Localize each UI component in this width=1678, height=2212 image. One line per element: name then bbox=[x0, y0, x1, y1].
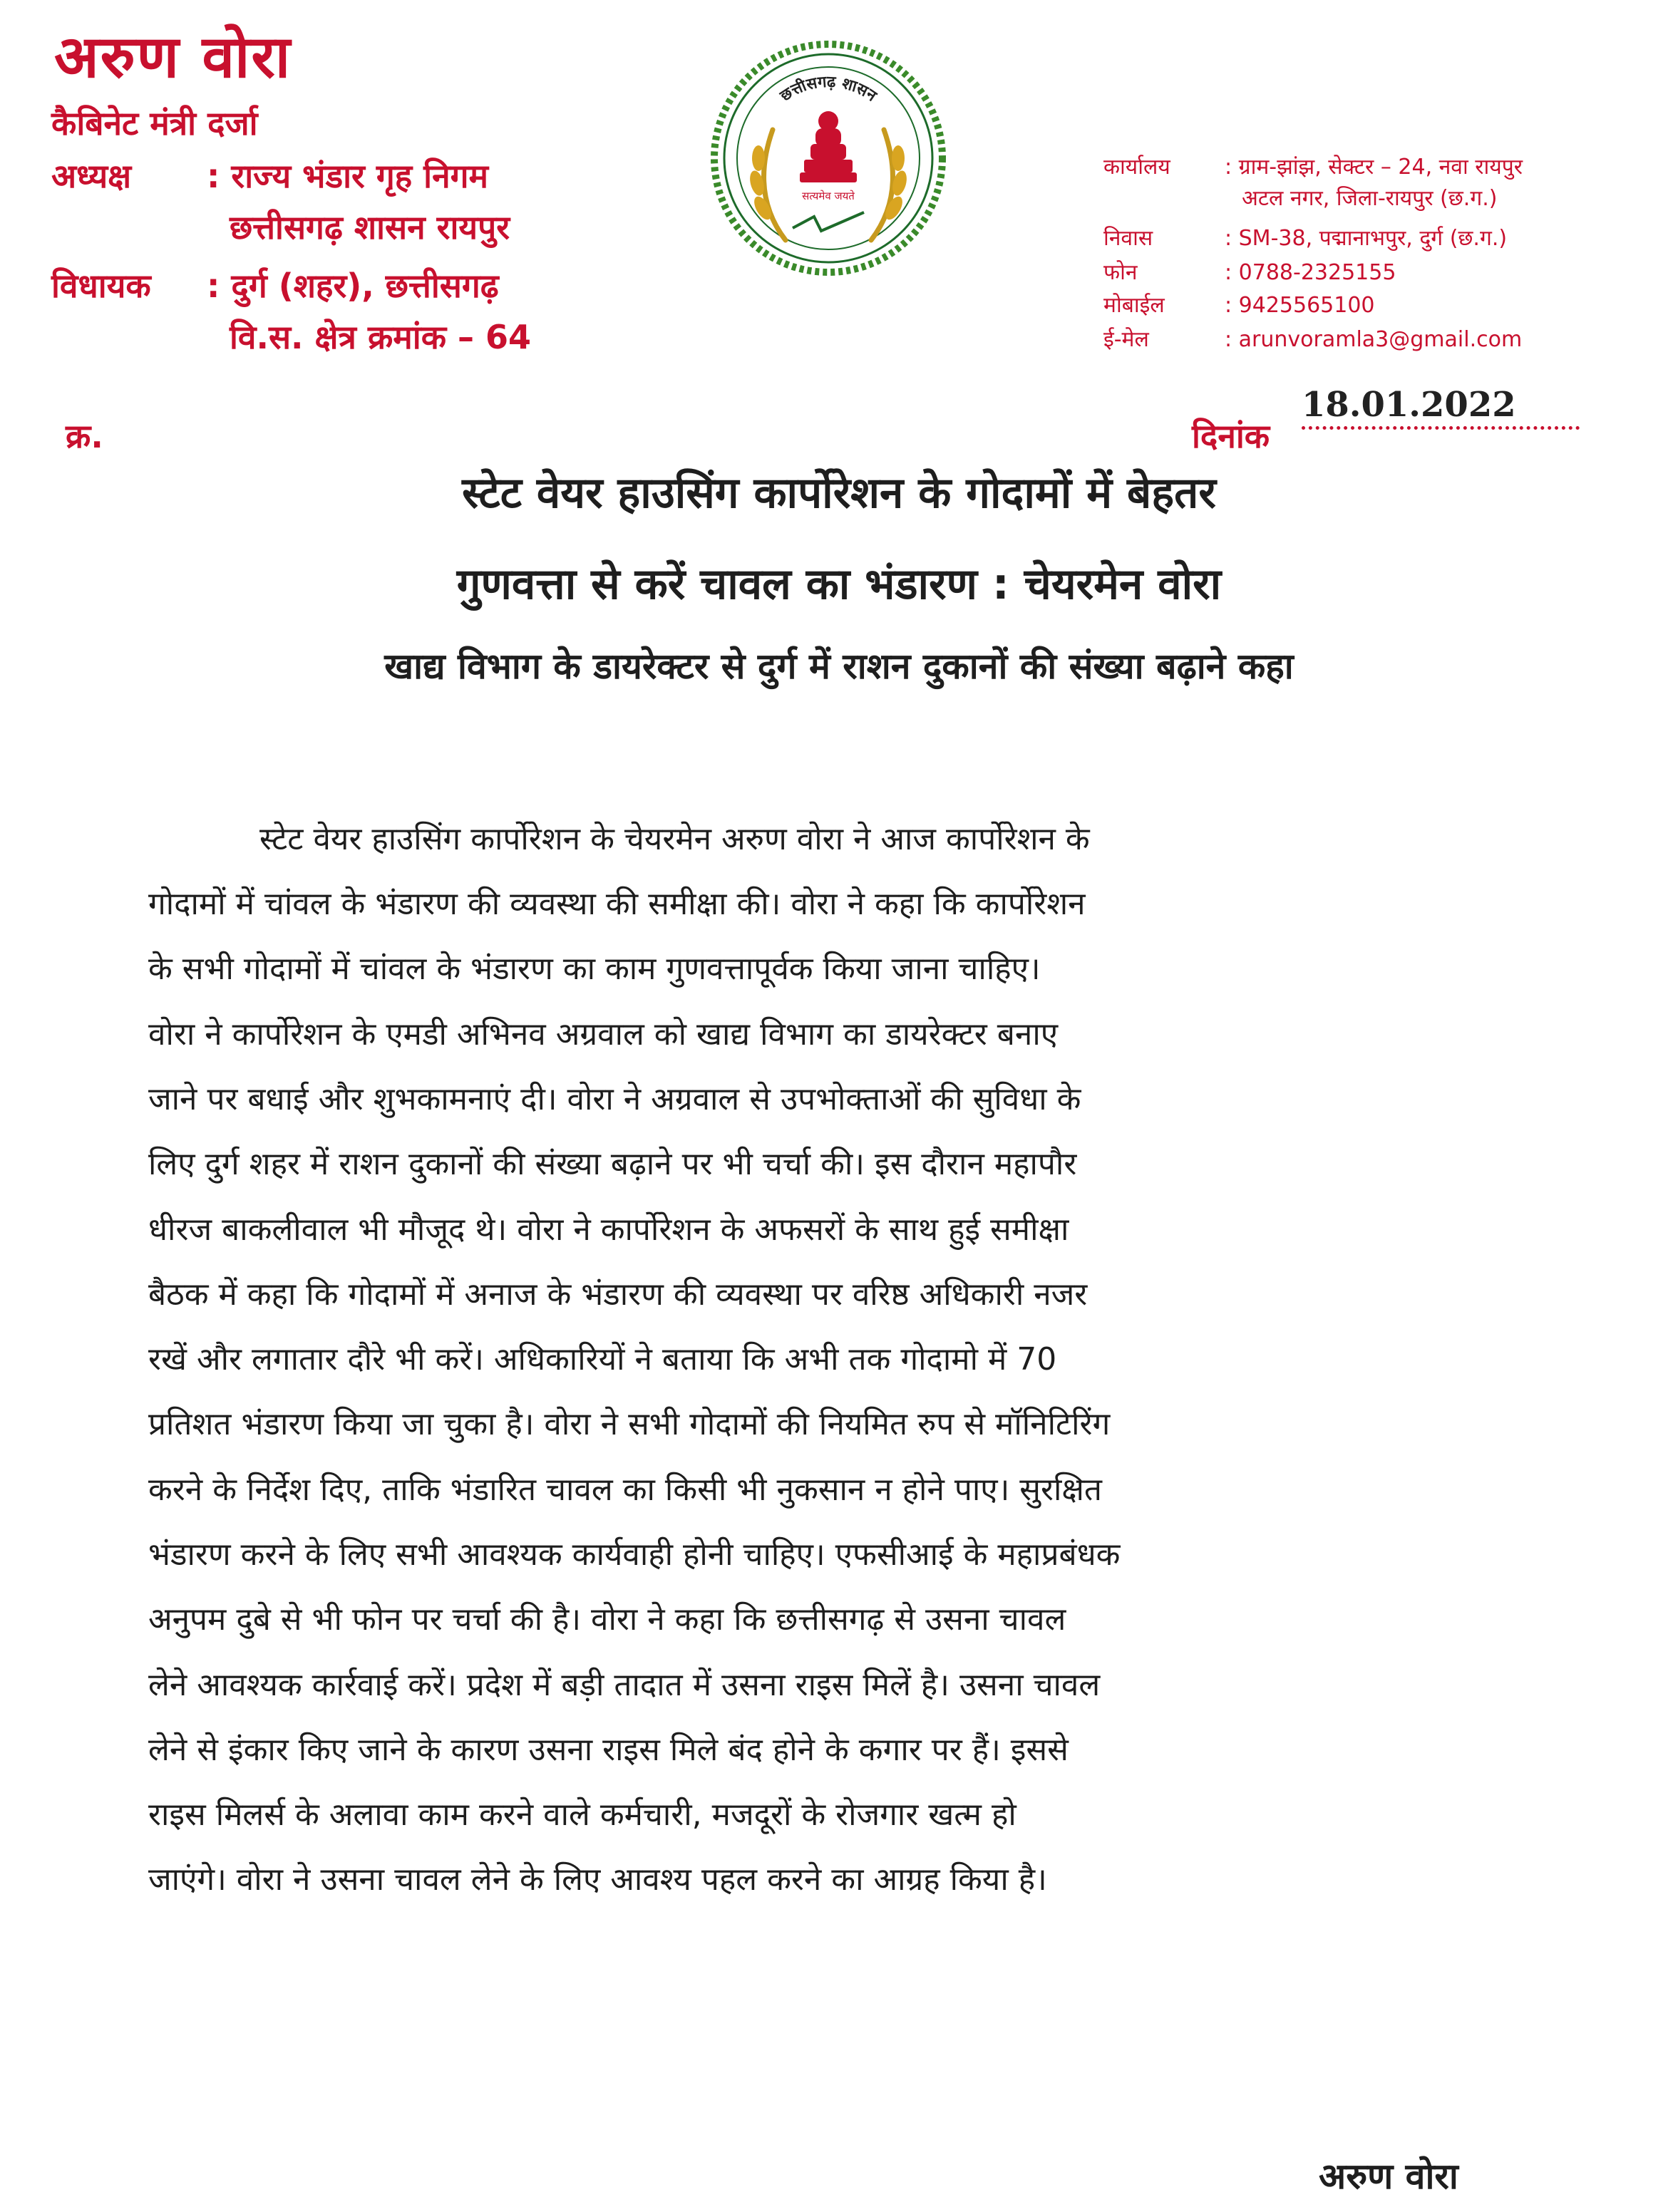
letterhead-name: अरुण वोरा bbox=[54, 24, 292, 91]
contact-mobile-value: : 9425565100 bbox=[1225, 293, 1375, 318]
date-block bbox=[1192, 385, 1591, 455]
date-value: 18.01.2022 bbox=[1302, 385, 1516, 425]
contact-phone-value: : 0788-2325155 bbox=[1225, 260, 1396, 285]
contact-mobile-label: मोबाईल bbox=[1103, 293, 1165, 318]
body-line: स्टेट वेयर हाउसिंग कार्पोरेशन के चेयरमेन अरुण वोरा ने आज कार्पोरेशन के bbox=[259, 821, 1090, 857]
body-line: राइस मिलर्स के अलावा काम करने वाले कर्मचारी, मजदूरों के रोजगार खत्म हो bbox=[148, 1797, 1016, 1833]
body-line: प्रतिशत भंडारण किया जा चुका है। वोरा ने सभी गोदामों की नियमित रुप से मॉनिटिरिंग bbox=[148, 1406, 1111, 1442]
seal-icon bbox=[707, 37, 949, 279]
president-value-2: छत्तीसगढ़ शासन रायपुर bbox=[230, 208, 510, 247]
headline-subline: खाद्य विभाग के डायरेक्टर से दुर्ग में राशन दुकानों की संख्या बढ़ाने कहा bbox=[384, 646, 1294, 687]
body-line: लेने आवश्यक कार्रवाई करें। प्रदेश में बड़ी तादात में उसना राइस मिलें है। उसना चावल bbox=[148, 1667, 1101, 1703]
contact-residence-value: : SM-38, पद्मानाभपुर, दुर्ग (छ.ग.) bbox=[1225, 226, 1508, 251]
body-line: लिए दुर्ग शहर में राशन दुकानों की संख्या बढ़ाने पर भी चर्चा की। इस दौरान महापौर bbox=[148, 1146, 1077, 1182]
president-value-1: : राज्य भंडार गृह निगम bbox=[207, 157, 489, 195]
contact-office-value: : ग्राम-झांझ, सेक्टर – 24, नवा रायपुर bbox=[1225, 155, 1523, 180]
body-line: करने के निर्देश दिए, ताकि भंडारित चावल का किसी भी नुकसान न होने पाए। सुरक्षित bbox=[148, 1472, 1102, 1508]
headline-line-2: गुणवत्ता से करें चावल का भंडारण : चेयरमेन वोरा bbox=[456, 559, 1222, 609]
government-seal bbox=[707, 37, 949, 279]
contact-email-label: ई-मेल bbox=[1103, 327, 1149, 352]
seal-top-text: छत्तीसगढ़ शासन bbox=[777, 73, 880, 105]
body-line: लेने से इंकार किए जाने के कारण उसना राइस मिले बंद होने के कगार पर हैं। इससे bbox=[148, 1732, 1069, 1768]
svg-text:छत्तीसगढ़ शासन bbox=[776, 73, 880, 105]
body-line: वोरा ने कार्पोरेशन के एमडी अभिनव अग्रवाल को खाद्य विभाग का डायरेक्टर बनाए bbox=[148, 1016, 1059, 1053]
contact-residence-label: निवास bbox=[1103, 226, 1153, 251]
headline-line-1: स्टेट वेयर हाउसिंग कार्पोरेशन के गोदामों में बेहतर bbox=[462, 468, 1216, 518]
mla-value-2: वि.स. क्षेत्र क्रमांक – 64 bbox=[230, 318, 532, 356]
body-line: धीरज बाकलीवाल भी मौजूद थे। वोरा ने कार्पोरेशन के अफसरों के साथ हुई समीक्षा bbox=[148, 1211, 1069, 1248]
date-label: दिनांक bbox=[1192, 417, 1270, 455]
body-line: अनुपम दुबे से भी फोन पर चर्चा की है। वोरा ने कहा कि छत्तीसगढ़ से उसना चावल bbox=[148, 1601, 1066, 1638]
seal-bottom-text: सत्यमेव जयते bbox=[802, 190, 855, 202]
contact-phone-label: फोन bbox=[1103, 260, 1138, 285]
contact-office-label: कार्यालय bbox=[1103, 155, 1170, 180]
body-line: रखें और लगातार दौरे भी करें। अधिकारियों ने बताया कि अभी तक गोदामो में 70 bbox=[148, 1341, 1057, 1378]
date-dotted-line bbox=[1302, 426, 1580, 430]
rank-text: कैबिनेट मंत्री दर्जा bbox=[51, 104, 258, 143]
contact-email-value[interactable]: : arunvoramla3@gmail.com bbox=[1225, 327, 1523, 352]
body-line: जाएंगे। वोरा ने उसना चावल लेने के लिए आवश्य पहल करने का आग्रह किया है। bbox=[148, 1861, 1047, 1898]
body-line: जाने पर बधाई और शुभकामनाएं दी। वोरा ने अग्रवाल से उपभोक्ताओं की सुविधा के bbox=[148, 1081, 1081, 1117]
body-line: बैठक में कहा कि गोदामों में अनाज के भंडारण की व्यवस्था पर वरिष्ठ अधिकारी नजर bbox=[148, 1276, 1088, 1313]
reference-label: क्र. bbox=[66, 417, 103, 455]
president-label: अध्यक्ष bbox=[51, 157, 132, 195]
contact-office-value-2: अटल नगर, जिला-रायपुर (छ.ग.) bbox=[1242, 186, 1498, 211]
body-line: भंडारण करने के लिए सभी आवश्यक कार्यवाही होनी चाहिए। एफसीआई के महाप्रबंधक bbox=[148, 1536, 1121, 1573]
signature-name: अरुण वोरा bbox=[1319, 2156, 1458, 2197]
body-line: के सभी गोदामों में चांवल के भंडारण का काम गुणवत्तापूर्वक किया जाना चाहिए। bbox=[148, 951, 1041, 987]
mla-label: विधायक bbox=[51, 267, 151, 305]
mla-value-1: : दुर्ग (शहर), छत्तीसगढ़ bbox=[207, 267, 499, 305]
body-line: गोदामों में चांवल के भंडारण की व्यवस्था की समीक्षा की। वोरा ने कहा कि कार्पोरेशन bbox=[148, 886, 1086, 922]
